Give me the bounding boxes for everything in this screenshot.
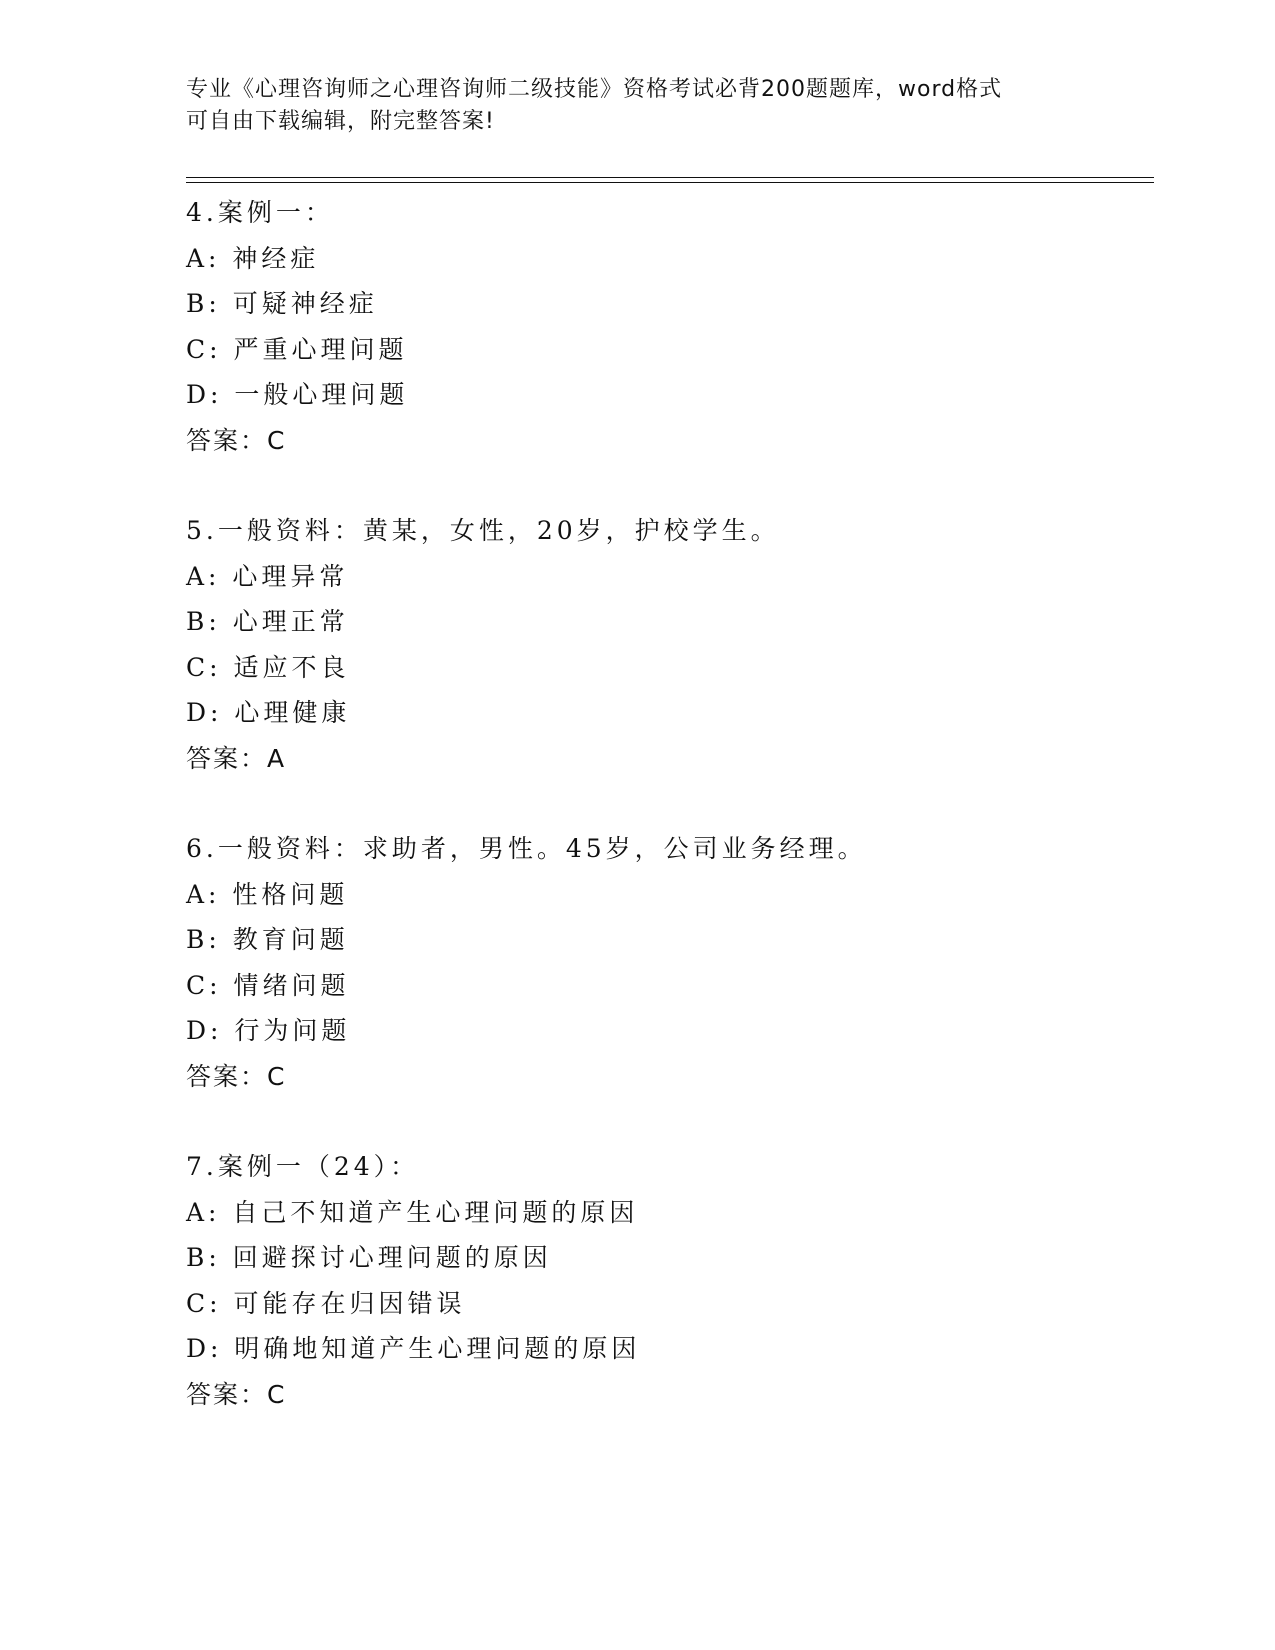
option-d: D: 行为问题	[186, 1016, 351, 1045]
option-a: A: 心理异常	[186, 561, 349, 591]
option-a: A: 性格问题	[186, 879, 349, 909]
question-item	[186, 508, 1154, 781]
option-c: C: 可能存在归因错误	[186, 1288, 466, 1318]
header-divider-bottom	[186, 182, 1154, 183]
header-line-1: 专业《心理咨询师之心理咨询师二级技能》资格考试必背200题题库，word格式	[186, 77, 1003, 102]
question-title: 6.一般资料：求助者，男性。45岁，公司业务经理。	[186, 834, 867, 863]
answer-line: 答案：C	[186, 1061, 287, 1091]
option-b: B: 可疑神经症	[186, 289, 378, 318]
answer-line: 答案：C	[186, 1379, 287, 1409]
option-b: B: 教育问题	[186, 925, 349, 954]
option-b: B: 心理正常	[186, 607, 349, 636]
option-d: D: 一般心理问题	[186, 380, 409, 409]
option-c: C: 严重心理问题	[186, 334, 408, 364]
option-a: A: 神经症	[186, 243, 320, 273]
question-item	[186, 190, 1154, 463]
question-title: 4.案例一：	[186, 198, 334, 227]
option-a: A: 自己不知道产生心理问题的原因	[186, 1197, 639, 1227]
header-divider-top	[186, 177, 1154, 178]
document-header	[186, 74, 1086, 138]
question-list	[186, 190, 1154, 1462]
answer-line: 答案：A	[186, 743, 287, 773]
answer-line: 答案：C	[186, 425, 287, 455]
header-line-2: 可自由下载编辑，附完整答案!	[186, 109, 495, 134]
option-d: D: 明确地知道产生心理问题的原因	[186, 1334, 641, 1363]
question-item	[186, 826, 1154, 1099]
option-d: D: 心理健康	[186, 698, 351, 727]
option-c: C: 情绪问题	[186, 970, 350, 1000]
option-b: B: 回避探讨心理问题的原因	[186, 1243, 552, 1272]
question-title: 5.一般资料：黄某，女性，20岁，护校学生。	[186, 516, 780, 545]
question-item	[186, 1144, 1154, 1417]
option-c: C: 适应不良	[186, 652, 350, 682]
question-title: 7.案例一（24）：	[186, 1152, 420, 1181]
